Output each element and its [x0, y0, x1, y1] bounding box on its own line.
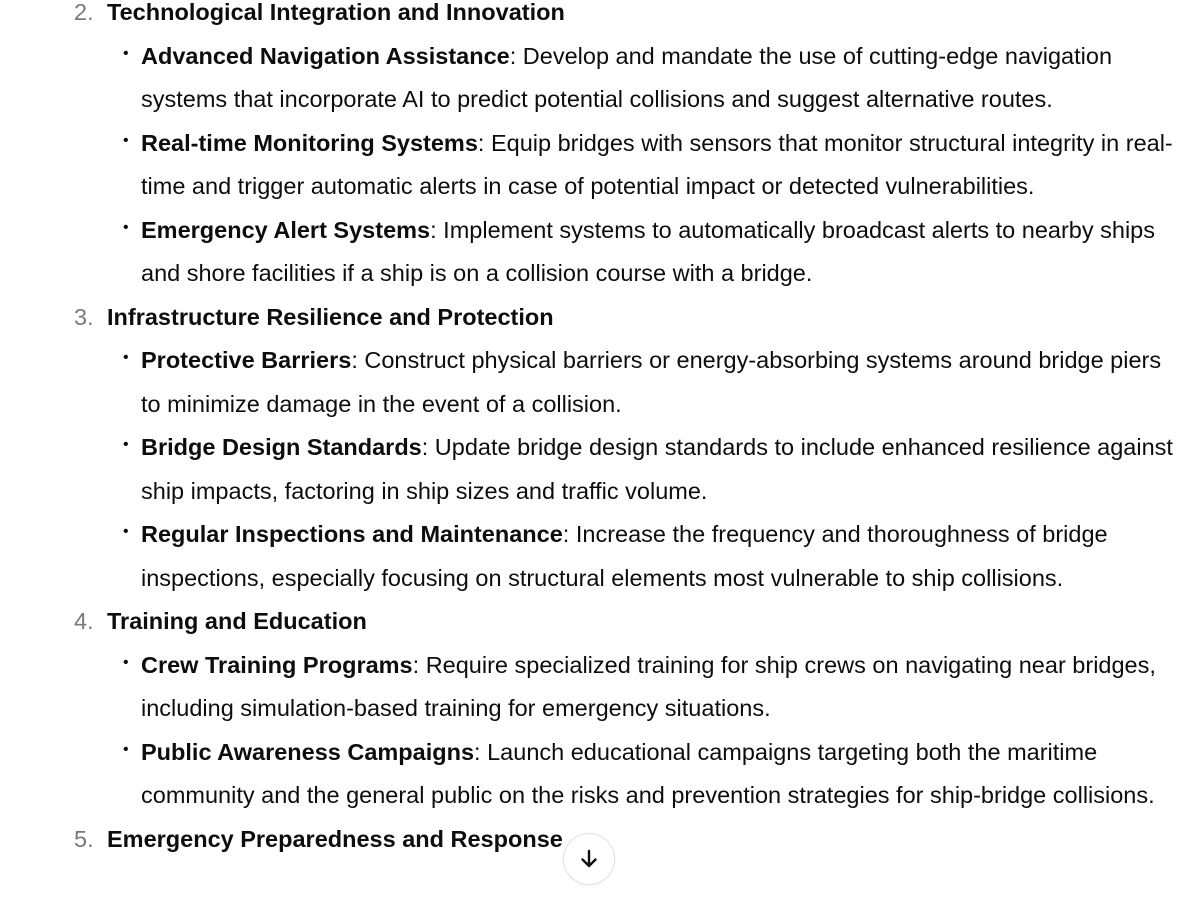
bullet-icon: • — [123, 218, 129, 236]
item-text: : Equip bridges with sensors that monitor structural integrity in real-time and trigger automatic alerts in case of potential impact or detected vulnerabilities. — [141, 129, 1173, 199]
item-text: : Construct physical barriers or energy-absorbing systems around bridge piers to minimize damage in the event of a collision. — [141, 347, 1162, 417]
bullet-icon: • — [123, 44, 129, 62]
item-term: Emergency Alert Systems — [141, 216, 431, 243]
bullet-icon: • — [123, 349, 129, 366]
bullet-icon: • — [123, 653, 129, 671]
item-text: : Develop and mandate the use of cutting-edge navigation systems that incorporate AI to predict potential collisions and suggest alternative routes. — [141, 42, 1113, 112]
list-item — [107, 209, 1200, 296]
bullet-icon: • — [123, 740, 129, 758]
section-number: 4. — [74, 608, 94, 634]
list-item-section-3 — [0, 296, 1200, 601]
section-title: Technological Integration and Innovation — [107, 0, 565, 25]
section-number: 5. — [74, 825, 94, 852]
section-title: Emergency Preparedness and Response — [107, 825, 563, 852]
list-item-section-4 — [0, 600, 1200, 818]
scroll-to-bottom-button[interactable] — [563, 833, 615, 885]
item-term: Crew Training Programs — [141, 651, 413, 678]
list-item — [107, 122, 1200, 209]
list-item — [107, 644, 1200, 731]
list-item — [107, 339, 1200, 426]
item-text: : Require specialized training for ship crews on navigating near bridges, including simulation-based training for emergency situations. — [141, 651, 1156, 721]
bullet-icon: • — [123, 436, 129, 453]
item-term: Advanced Navigation Assistance — [141, 42, 510, 69]
item-text: : Increase the frequency and thoroughness of bridge inspections, especially focusing on structural elements most vulnerable to ship collisions. — [141, 521, 1108, 591]
item-term: Public Awareness Campaigns — [141, 738, 475, 765]
list-item — [107, 513, 1200, 600]
list-item — [107, 35, 1200, 122]
bullet-icon: • — [123, 523, 129, 540]
bullet-list — [107, 644, 1200, 818]
bullet-list — [107, 35, 1200, 296]
section-title: Infrastructure Resilience and Protection — [107, 303, 554, 330]
item-text: : Launch educational campaigns targeting both the maritime community and the general public on the risks and prevention strategies for ship-bridge collisions. — [141, 738, 1155, 808]
list-item — [107, 731, 1200, 818]
list-item — [107, 426, 1200, 513]
item-term: Bridge Design Standards — [141, 434, 422, 460]
item-term: Regular Inspections and Maintenance — [141, 521, 563, 547]
item-term: Protective Barriers — [141, 347, 352, 373]
section-number: 2. — [74, 0, 94, 25]
item-text: : Update bridge design standards to include enhanced resilience against ship impacts, factoring in ship sizes and traffic volume. — [141, 434, 1173, 504]
bullet-list — [107, 339, 1200, 600]
section-title: Training and Education — [107, 608, 367, 634]
item-text: : Implement systems to automatically broadcast alerts to nearby ships and shore facilities if a ship is on a collision course with a bridge. — [141, 216, 1156, 286]
bullet-icon: • — [123, 131, 129, 149]
item-term: Real-time Monitoring Systems — [141, 129, 478, 156]
arrow-down-icon — [577, 847, 601, 871]
list-item-section-2 — [0, 0, 1200, 296]
section-number: 3. — [74, 303, 94, 330]
